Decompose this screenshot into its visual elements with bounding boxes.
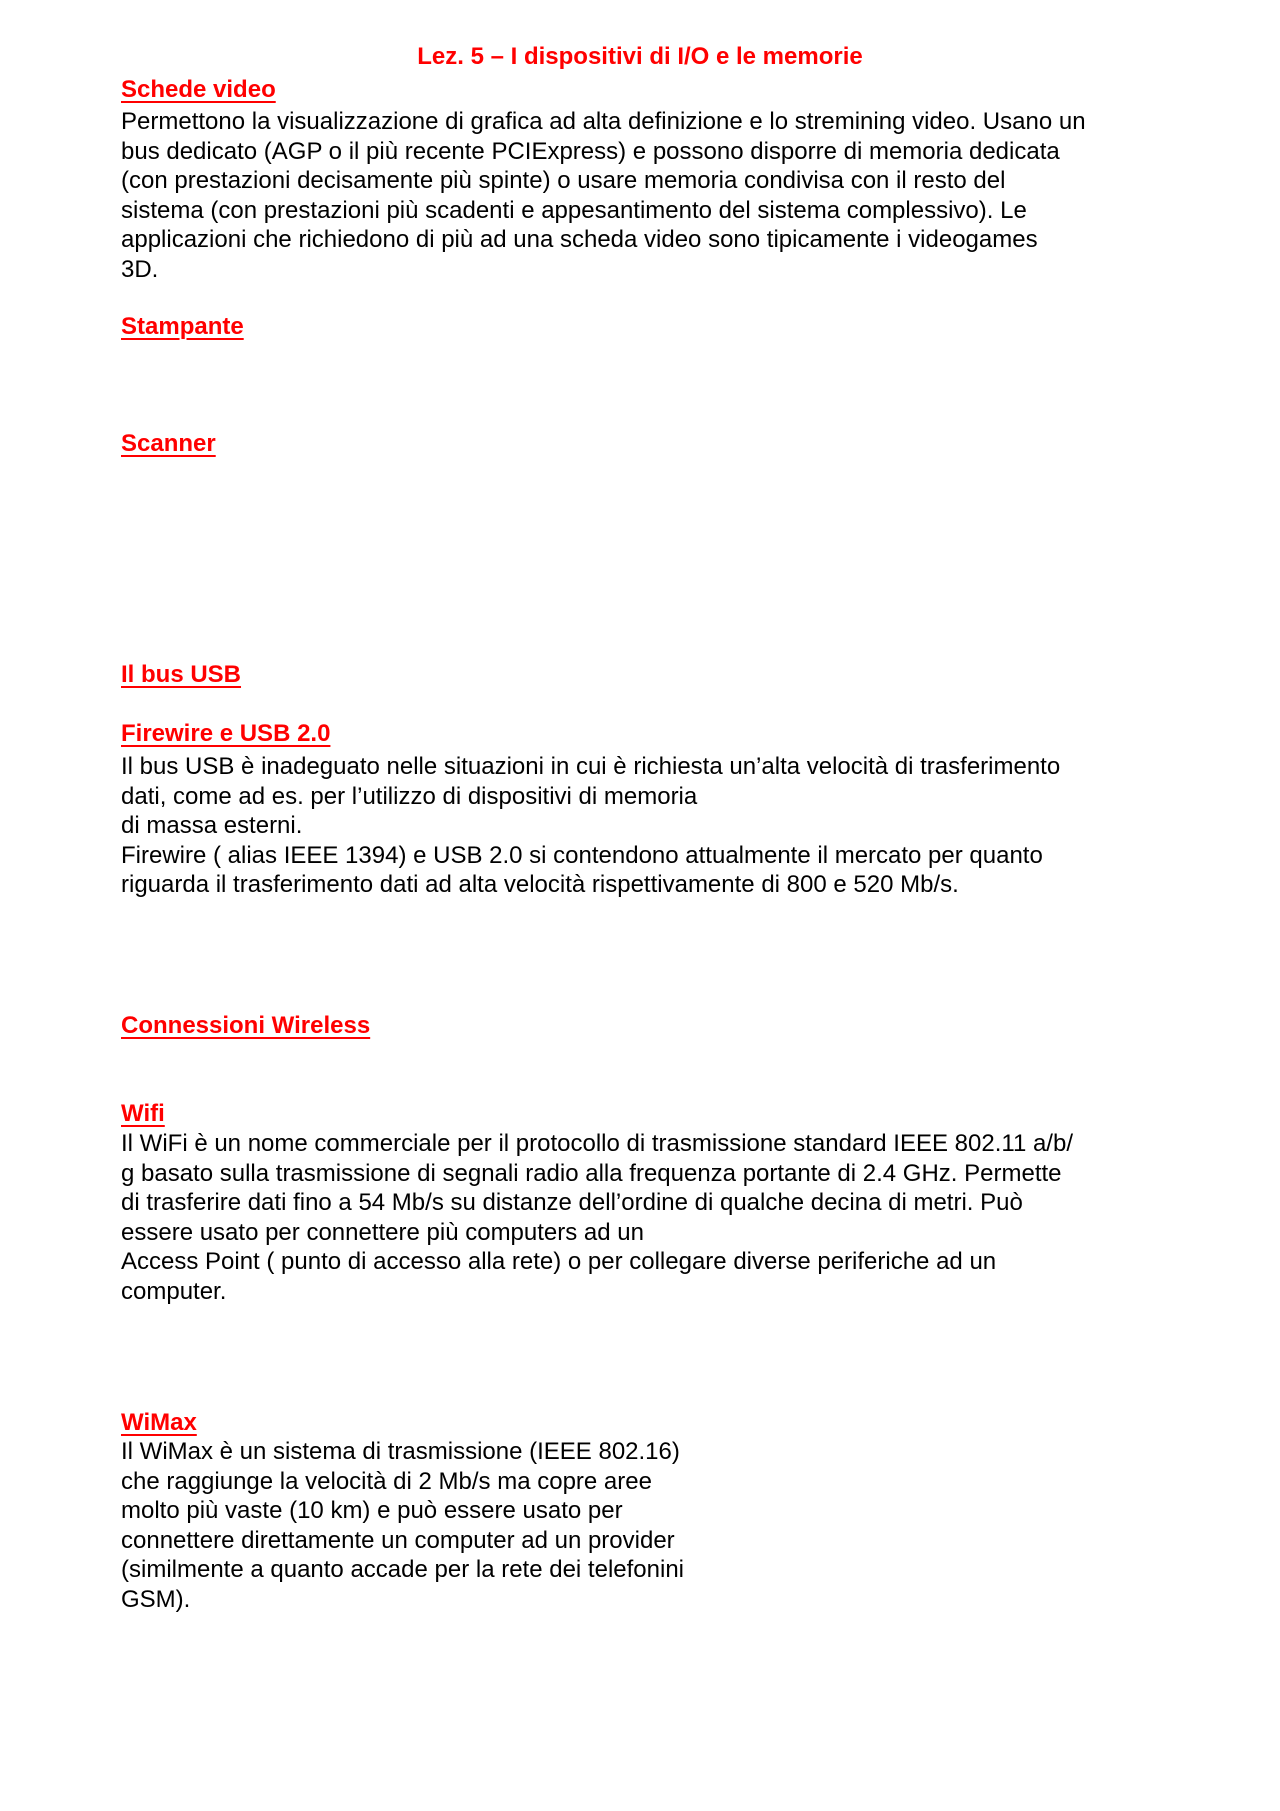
heading-connessioni-wireless: Connessioni Wireless [121, 1012, 371, 1039]
heading-bus-usb: Il bus USB [121, 661, 242, 688]
heading-wimax: WiMax [121, 1409, 197, 1436]
heading-schede-video: Schede video [121, 76, 276, 103]
paragraph-wimax: Il WiMax è un sistema di trasmissione (IEEE 802.16) che raggiunge la velocità di 2 Mb/s ma copre aree molto più vaste (10 km) e può essere usato per connettere direttamente un computer ad un provider (similmente a quanto accade per la rete dei telefonini GSM). [121, 1438, 684, 1613]
page-title: Lez. 5 – I dispositivi di I/O e le memorie [417, 43, 863, 70]
heading-stampante: Stampante [121, 313, 244, 340]
paragraph-wifi: Il WiFi è un nome commerciale per il protocollo di trasmissione standard IEEE 802.11 a/b/ g basato sulla trasmissione di segnali radio alla frequenza portante di 2.4 GHz. Permette di trasferire dati fino a 54 Mb/s su distanze dell’ordine di qualche decina di metri. Può essere usato per connettere più computers ad un Access Point ( punto di accesso alla rete) o per collegare diverse periferiche ad un computer. [121, 1130, 1073, 1305]
heading-scanner: Scanner [121, 430, 216, 457]
paragraph-schede-video: Permettono la visualizzazione di grafica ad alta definizione e lo stremining video. Usano un bus dedicato (AGP o il più recente PCIExpress) e possono disporre di memoria dedicata (con prestazioni decisamente più spinte) o usare memoria condivisa con il resto del sistema (con prestazioni più scadenti e appesantimento del sistema complessivo). Le applicazioni che richiedono di più ad una scheda video sono tipicamente i videogames 3D. [121, 108, 1086, 283]
paragraph-firewire-usb: Il bus USB è inadeguato nelle situazioni in cui è richiesta un’alta velocità di trasferimento dati, come ad es. per l’utilizzo di dispositivi di memoria di massa esterni. Firewire ( alias IEEE 1394) e USB 2.0 si contendono attualmente il mercato per quanto riguarda il trasferimento dati ad alta velocità rispettivamente di 800 e 520 Mb/s. [121, 753, 1061, 898]
heading-wifi: Wifi [121, 1100, 165, 1127]
heading-firewire-usb: Firewire e USB 2.0 [121, 720, 331, 747]
